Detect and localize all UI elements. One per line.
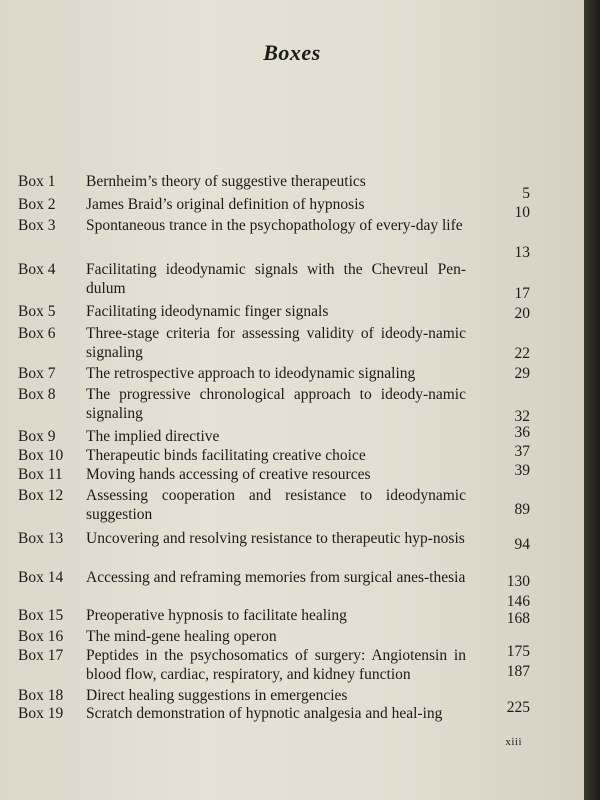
box-title: The progressive chronological approach to ideody-namic signaling <box>86 386 466 422</box>
box-title: James Braid’s original definition of hypnosis <box>86 196 365 213</box>
box-title: Facilitating ideodynamic finger signals <box>86 303 329 320</box>
page-number: 39 <box>514 462 530 479</box>
box-label: Box 8 <box>18 386 56 403</box>
box-label: Box 3 <box>18 217 56 234</box>
box-label: Box 10 <box>18 447 64 464</box>
page-number: 94 <box>514 536 530 553</box>
box-label: Box 17 <box>18 647 64 664</box>
page-number: 89 <box>514 501 530 518</box>
box-label: Box 12 <box>18 487 64 504</box>
page-number: 32 <box>514 408 530 425</box>
page-number: 146 <box>506 593 530 610</box>
box-title: Three-stage criteria for assessing validity of ideody-namic signaling <box>86 325 466 361</box>
page-number: 10 <box>514 204 530 221</box>
page-number: 225 <box>506 699 530 716</box>
box-title: Therapeutic binds facilitating creative choice <box>86 447 366 464</box>
page-number: 22 <box>514 345 530 362</box>
box-label: Box 19 <box>18 705 64 722</box>
page-number: 13 <box>514 244 530 261</box>
box-label: Box 9 <box>18 428 56 445</box>
box-label: Box 2 <box>18 196 56 213</box>
box-label: Box 7 <box>18 365 56 382</box>
book-edge-shadow <box>584 0 600 800</box>
box-label: Box 16 <box>18 628 64 645</box>
box-title: Moving hands accessing of creative resources <box>86 466 371 483</box>
box-label: Box 4 <box>18 261 56 278</box>
page-number: 130 <box>506 573 530 590</box>
box-title: Direct healing suggestions in emergencies <box>86 687 348 704</box>
page-number: 36 <box>514 424 530 441</box>
page-number: 187 <box>506 663 530 680</box>
page-number: 175 <box>506 643 530 660</box>
box-title: Uncovering and resolving resistance to therapeutic hyp-nosis <box>86 530 465 547</box>
box-title: Peptides in the psychosomatics of surgery: Angiotensin in blood flow, cardiac, respiratory, and kidney function <box>86 647 466 683</box>
box-label: Box 18 <box>18 687 64 704</box>
folio-page-number: xiii <box>505 736 522 748</box>
box-label: Box 15 <box>18 607 64 624</box>
page-number: 20 <box>514 305 530 322</box>
box-label: Box 13 <box>18 530 64 547</box>
page-number: 17 <box>514 285 530 302</box>
box-title: The retrospective approach to ideodynamic signaling <box>86 365 416 382</box>
page-number: 37 <box>514 443 530 460</box>
box-label: Box 14 <box>18 569 64 586</box>
box-title: The mind-gene healing operon <box>86 628 277 645</box>
box-label: Box 11 <box>18 466 63 483</box>
box-title: Preoperative hypnosis to facilitate healing <box>86 607 347 624</box>
box-title: The implied directive <box>86 428 220 445</box>
box-title: Assessing cooperation and resistance to ideodynamic suggestion <box>86 487 466 523</box>
box-label: Box 1 <box>18 173 56 190</box>
box-title: Facilitating ideodynamic signals with the Chevreul Pen-dulum <box>86 261 466 297</box>
box-title: Spontaneous trance in the psychopathology of every-day life <box>86 217 463 234</box>
box-title: Accessing and reframing memories from surgical anes-thesia <box>86 569 466 586</box>
box-title: Scratch demonstration of hypnotic analgesia and heal-ing <box>86 705 443 722</box>
page-number: 168 <box>506 610 530 627</box>
page-title: Boxes <box>263 40 321 65</box>
page-number: 29 <box>514 365 530 382</box>
box-label: Box 5 <box>18 303 56 320</box>
box-label: Box 6 <box>18 325 56 342</box>
page-number: 5 <box>522 185 530 202</box>
box-title: Bernheim’s theory of suggestive therapeutics <box>86 173 366 190</box>
